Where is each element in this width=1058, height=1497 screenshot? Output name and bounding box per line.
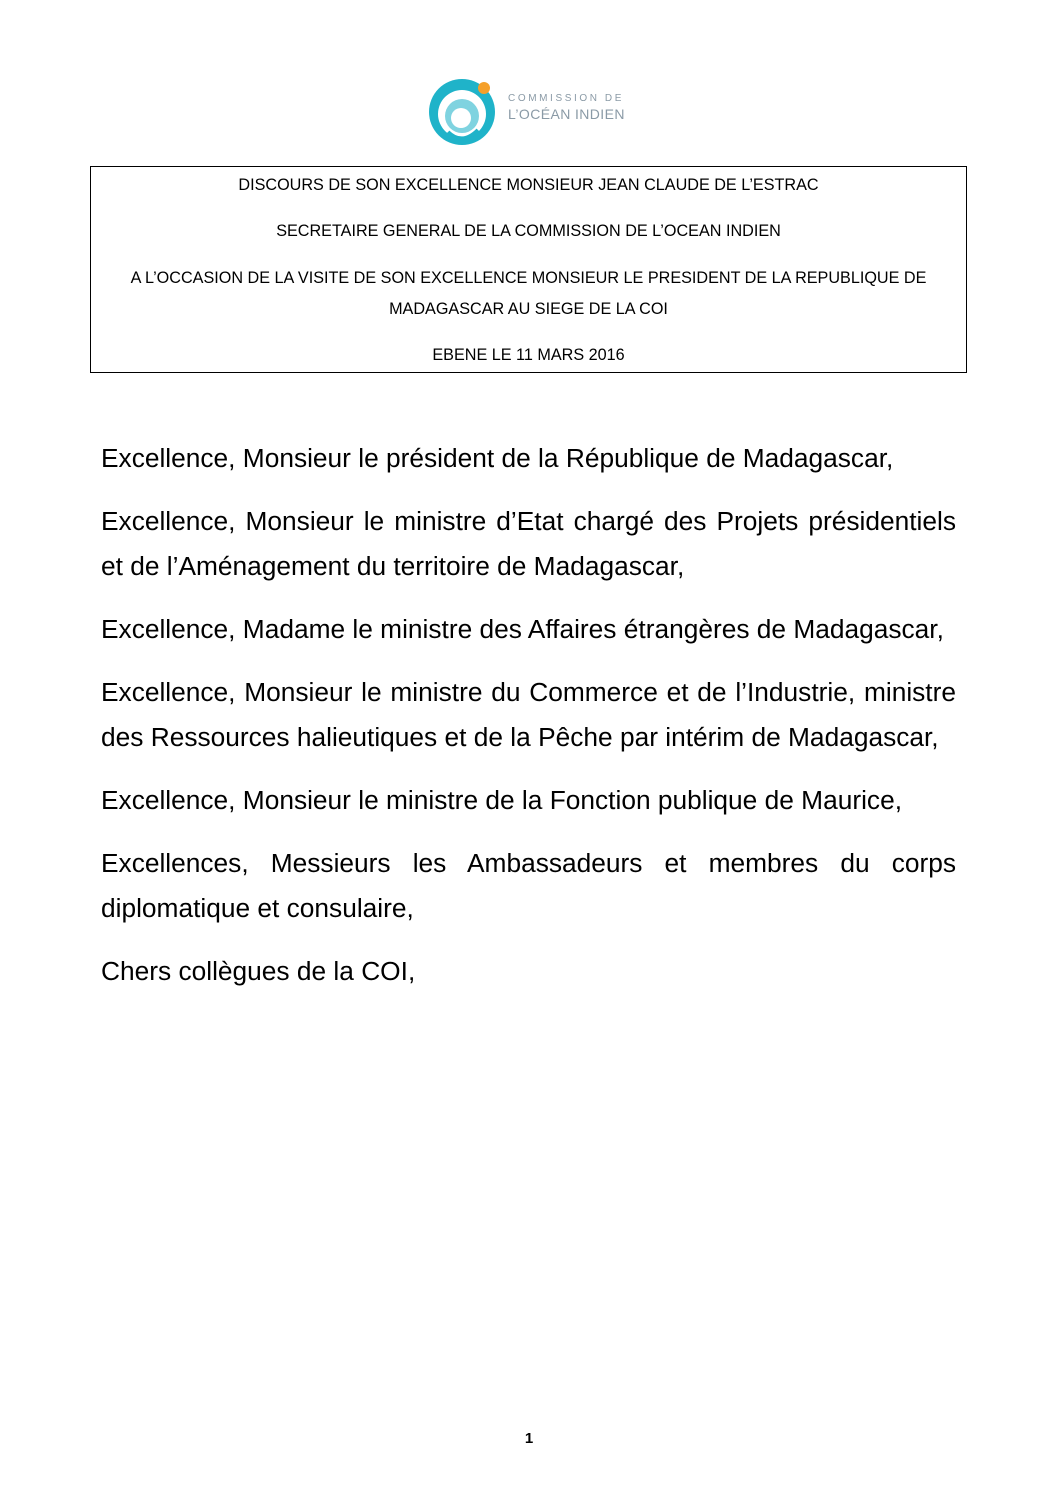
page-number: 1	[524, 1430, 534, 1447]
salutation-minister-commerce: Excellence, Monsieur le ministre du Commerce et de l’Industrie, ministre des Ressources halieutiques et de la Pêche par intérim de Madagascar,	[101, 677, 956, 752]
header-box	[90, 166, 967, 373]
salutation-president: Excellence, Monsieur le président de la République de Madagascar,	[101, 443, 894, 473]
salutation-minister-foreign-affairs: Excellence, Madame le ministre des Affaires étrangères de Madagascar,	[101, 614, 944, 644]
header-occasion-line1: A L’OCCASION DE LA VISITE DE SON EXCELLENCE MONSIEUR LE PRESIDENT DE LA REPUBLIQUE DE	[130, 269, 927, 287]
salutation-minister-public-service: Excellence, Monsieur le ministre de la Fonction publique de Maurice,	[101, 785, 903, 815]
salutations	[101, 436, 956, 1012]
logo-text	[508, 94, 625, 121]
header-occasion-line2: MADAGASCAR AU SIEGE DE LA COI	[389, 300, 668, 318]
header-title: SECRETAIRE GENERAL DE LA COMMISSION DE L’OCEAN INDIEN	[276, 222, 781, 240]
header-date: EBENE LE 11 MARS 2016	[432, 346, 625, 364]
salutation-colleagues: Chers collègues de la COI,	[101, 956, 416, 986]
logo-text-line1: COMMISSION DE	[508, 93, 625, 104]
header-speaker: DISCOURS DE SON EXCELLENCE MONSIEUR JEAN CLAUDE DE L’ESTRAC	[238, 176, 819, 194]
salutation-minister-projects: Excellence, Monsieur le ministre d’Etat chargé des Projets présidentiels et de l’Aménagement du territoire de Madagascar,	[101, 506, 956, 581]
salutation-ambassadors: Excellences, Messieurs les Ambassadeurs et membres du corps diplomatique et consulaire,	[101, 848, 956, 923]
coi-logo	[426, 72, 646, 148]
coi-logo-icon	[426, 72, 498, 148]
logo-text-line2: L’OCÉAN INDIEN	[508, 106, 625, 122]
